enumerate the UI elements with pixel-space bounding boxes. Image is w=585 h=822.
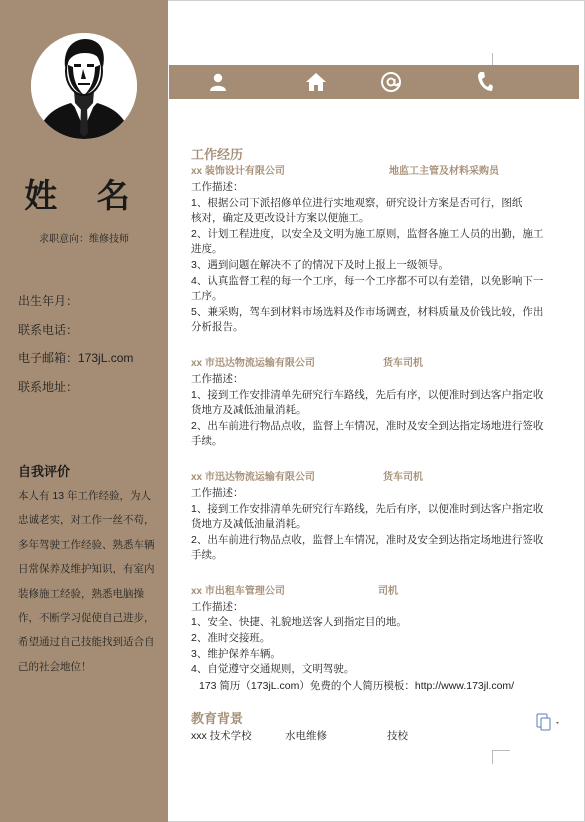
major: 水电维修 <box>285 729 327 742</box>
job-line: 2、出车前进行物品点收，监督上车情况，准时及安全到达指定场地进行签收 <box>191 419 544 432</box>
job-entry-2 <box>191 356 553 450</box>
work-experience-title: 工作经历 <box>191 147 244 162</box>
contact-info <box>18 292 163 406</box>
job-line: 工序。 <box>191 290 223 303</box>
job-line: 1、接到工作安排清单先研究行车路线，先后有序，以便准时到达客户指定收 <box>191 502 544 515</box>
job-position: 地监工主管及材料采购员 <box>389 166 499 177</box>
school-name: xxx 技术学校 <box>191 729 252 742</box>
address: 联系地址： <box>18 379 79 394</box>
self-evaluation-text: 本人有 13 年工作经验，为人忠诚老实，对工作一丝不苟，多年驾驶工作经验、熟悉车辆日常保养及维护知识，有室内装修施工经验，熟悉电脑操作，不断学习促使自己进步，希望通过自己技能找到适合自己的社会地位！ <box>18 490 155 673</box>
job-line: 工作描述： <box>191 181 244 193</box>
degree: 技校 <box>387 729 408 742</box>
template-footer: 173 简历（173jL.com）免费的个人简历模板：http://www.173jl.com/ <box>199 679 515 692</box>
education-row <box>191 728 553 744</box>
company-name: xx 市迅达物流运输有限公司 <box>191 357 315 369</box>
job-line: 工作描述： <box>191 372 244 385</box>
job-entry-4 <box>191 584 553 678</box>
paste-options-icon[interactable] <box>536 713 558 731</box>
job-position: 司机 <box>378 585 398 597</box>
job-line: 3、遇到问题在解决不了的情况下及时上报上一级领导。 <box>191 258 449 271</box>
job-position: 货车司机 <box>383 471 423 483</box>
company-name: xx 市出租车管理公司 <box>191 585 285 597</box>
avatar <box>31 33 137 139</box>
job-header <box>191 356 553 372</box>
company-name: xx 装饰设计有限公司 <box>191 166 285 177</box>
education-title: 教育背景 <box>191 710 244 726</box>
job-line: 4、自觉遵守交通规则，文明驾驶。 <box>191 663 355 676</box>
phone-icon <box>472 69 498 95</box>
job-line: 手续。 <box>191 435 223 448</box>
job-line: 2、出车前进行物品点收，监督上车情况，准时及安全到达指定场地进行签收 <box>191 533 544 546</box>
job-entry-3 <box>191 470 553 564</box>
company-name: xx 市迅达物流运输有限公司 <box>191 471 315 483</box>
job-header <box>191 584 553 600</box>
person-icon <box>205 69 231 95</box>
job-line: 工作描述： <box>191 600 244 613</box>
job-line: 1、安全、快捷、礼貌地送客人到指定目的地。 <box>191 616 407 629</box>
job-line: 货地方及减低油量消耗。 <box>191 404 307 417</box>
job-line: 1、接到工作安排清单先研究行车路线，先后有序，以便准时到达客户指定收 <box>191 388 544 401</box>
job-line: 1、根据公司下派招修单位进行实地观察，研究设计方案是否可行，图纸 <box>191 196 523 209</box>
candidate-name: 姓 名 <box>24 176 144 215</box>
job-entry-1 <box>191 164 553 336</box>
job-line: 进度。 <box>191 243 223 256</box>
at-icon <box>378 69 404 95</box>
job-line: 4、认真监督工程的每一个工序，每一个工序都不可以有差错，以免影响下一 <box>191 274 544 287</box>
job-line: 手续。 <box>191 549 223 562</box>
job-position: 货车司机 <box>383 357 423 369</box>
corner-mark <box>492 53 493 65</box>
corner-mark <box>492 750 493 764</box>
phone-number: 联系电话： <box>18 322 79 337</box>
job-line: 5、兼采购，驾车到材料市场选料及作市场调查，材料质量及价钱比较，作出 <box>191 305 544 318</box>
job-line: 3、维护保养车辆。 <box>191 647 281 660</box>
main-content <box>191 146 553 744</box>
job-header <box>191 164 553 180</box>
job-header <box>191 470 553 486</box>
birth-date: 出生年月： <box>18 294 79 308</box>
sidebar <box>0 0 168 822</box>
self-evaluation-title: 自我评价 <box>18 464 71 479</box>
corner-mark <box>492 750 510 751</box>
contact-icon-bar <box>169 65 579 99</box>
home-icon <box>303 69 329 95</box>
avatar-photo <box>31 33 137 139</box>
email: 电子邮箱：173jL.com <box>18 351 134 365</box>
job-line: 货地方及减低油量消耗。 <box>191 518 307 531</box>
job-intent: 求职意向：维修技师 <box>39 234 129 245</box>
job-line: 核对，确定及更改设计方案以便施工。 <box>191 212 370 225</box>
job-line: 2、计划工程进度，以安全及文明为施工原则，监督各施工人员的出勤，施工 <box>191 227 544 240</box>
job-line: 工作描述： <box>191 486 244 499</box>
job-line: 分析报告。 <box>191 321 244 334</box>
job-line: 2、准时交接班。 <box>191 632 271 645</box>
